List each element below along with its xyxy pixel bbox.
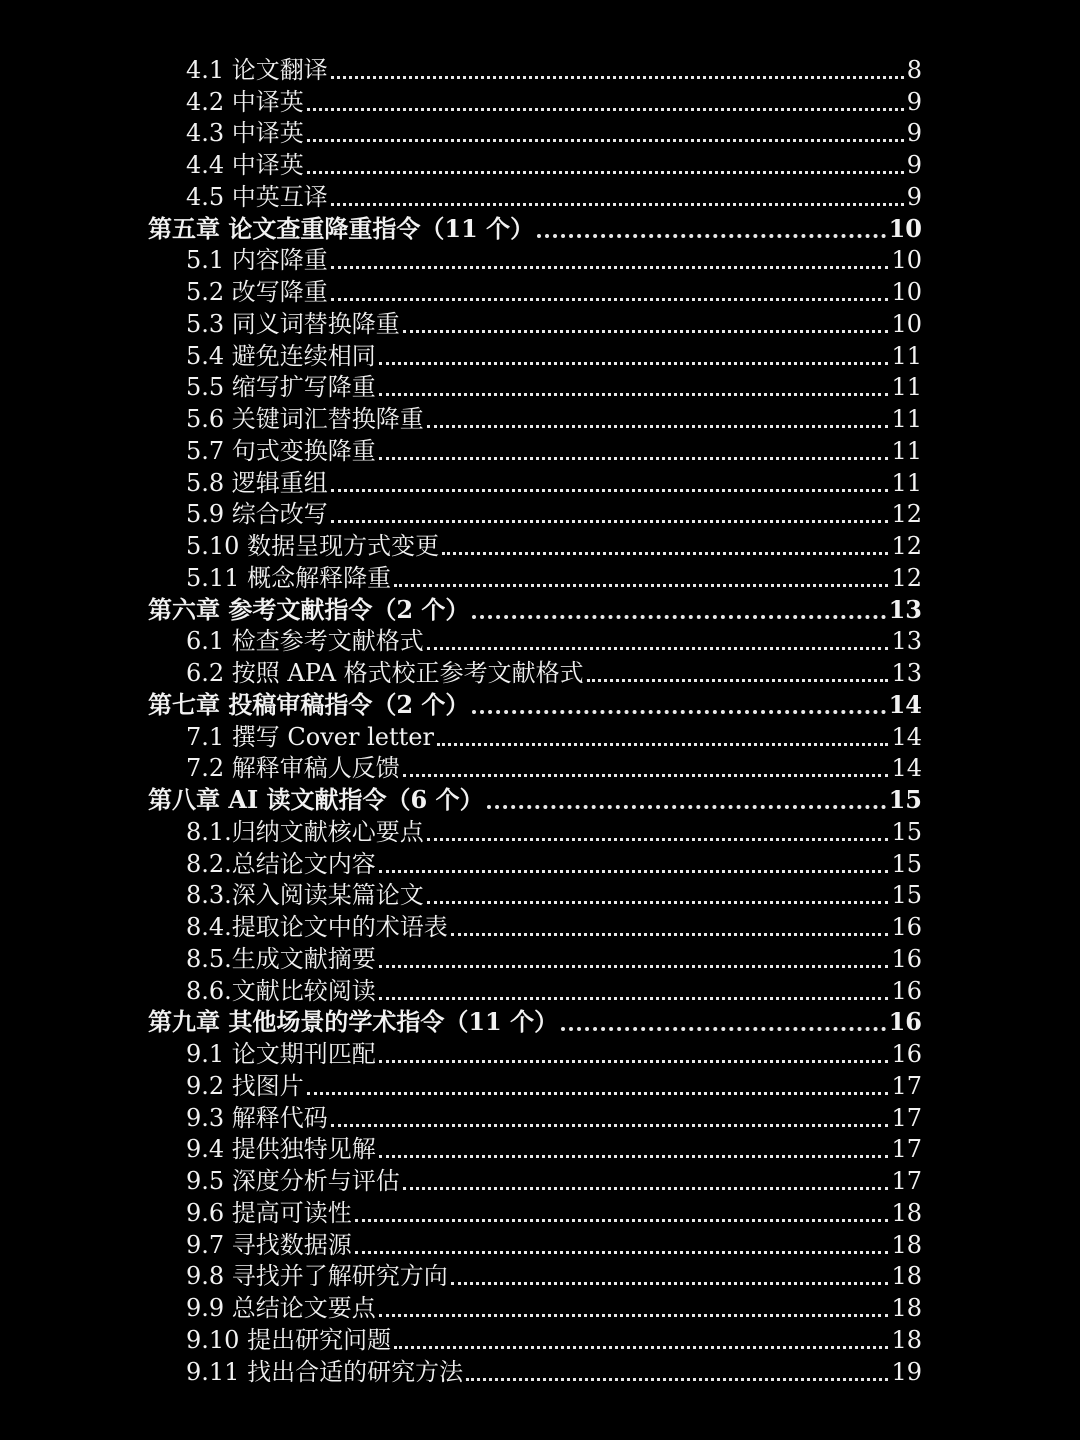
toc-entry-title: 8.2.总结论文内容 [186,849,376,878]
toc-page-number: 13 [888,594,922,624]
toc-page-number: 15 [891,849,922,878]
toc-page-number: 9 [906,119,922,148]
toc-page-number: 19 [891,1357,922,1386]
toc-page-number: 15 [891,817,922,846]
dot-leader [307,1092,889,1095]
toc-entry-title: 6.2 按照 APA 格式校正参考文献格式 [186,659,584,687]
toc-chapter-entry [0,594,1080,626]
dot-leader [379,457,889,460]
toc-page-number: 17 [891,1135,922,1164]
dot-leader [379,393,889,396]
dot-leader [451,933,889,936]
toc-entry-title: 5.9 综合改写 [186,500,328,529]
toc-page-number: 17 [891,1167,922,1195]
toc-section-entry [0,1165,1080,1197]
toc-section-entry [0,1261,1080,1293]
toc-entry-title: 5.3 同义词替换降重 [186,309,400,338]
toc-section-entry [0,911,1080,943]
toc-section-entry [0,562,1080,594]
toc-section-entry [0,816,1080,848]
toc-section-entry [0,149,1080,181]
toc-page-number: 10 [888,213,922,243]
toc-page-number: 17 [891,1103,922,1132]
dot-leader [355,1219,889,1222]
toc-entry-title: 8.1.归纳文献核心要点 [186,817,424,846]
toc-section-entry [0,1070,1080,1102]
toc-entry-title: 9.7 寻找数据源 [186,1230,352,1259]
dot-leader [379,870,889,873]
toc-entry-title: 9.6 提高可读性 [186,1198,352,1227]
dot-leader [487,805,886,809]
dot-leader [331,489,889,492]
toc-section-entry [0,245,1080,277]
toc-entry-title: 第七章 投稿审稿指令（2 个） [148,689,470,719]
dot-leader [307,171,904,174]
dot-leader [561,1027,885,1031]
dot-leader [472,615,885,619]
toc-entry-title: 4.5 中英互译 [186,182,328,211]
toc-entry-title: 5.2 改写降重 [186,278,328,306]
toc-section-entry [0,1356,1080,1388]
dot-leader [427,838,889,841]
toc-page-number: 11 [891,468,922,497]
toc-page-number: 18 [891,1198,922,1227]
toc-section-entry [0,1229,1080,1261]
toc-page-number: 14 [891,722,922,751]
toc-page-number: 10 [891,278,922,306]
toc-page-number: 13 [891,659,922,687]
dot-leader [331,203,904,206]
dot-leader [307,108,904,111]
toc-entry-title: 9.2 找图片 [186,1071,304,1100]
toc-page-number: 10 [891,309,922,338]
toc-section-entry [0,403,1080,435]
toc-entry-title: 4.2 中译英 [186,87,304,116]
toc-page-number: 11 [891,405,922,433]
dot-leader [331,266,889,269]
toc-section-entry [0,181,1080,213]
toc-page-number: 14 [888,689,922,719]
toc-page-number: 9 [906,182,922,211]
toc-page-number: 16 [891,913,922,941]
toc-page-number: 11 [891,373,922,402]
toc-section-entry [0,975,1080,1007]
toc-entry-title: 第五章 论文查重降重指令（11 个） [148,213,535,243]
dot-leader [427,901,889,904]
dot-leader [379,1314,889,1317]
toc-section-entry [0,467,1080,499]
toc-page-number: 11 [891,341,922,370]
toc-entry-title: 4.4 中译英 [186,151,304,179]
toc-section-entry [0,753,1080,785]
toc-section-entry [0,1134,1080,1166]
toc-entry-title: 5.6 关键词汇替换降重 [186,405,424,433]
toc-section-entry [0,943,1080,975]
toc-section-entry [0,435,1080,467]
toc-page-number: 14 [891,754,922,783]
toc-page-number: 9 [906,151,922,179]
dot-leader [451,1282,889,1285]
dot-leader [587,679,889,682]
toc-page-number: 11 [891,436,922,465]
toc-page-number: 10 [891,246,922,275]
dot-leader [427,425,889,428]
toc-entry-title: 5.1 内容降重 [186,246,328,275]
toc-section-entry [0,118,1080,150]
toc-chapter-entry [0,784,1080,816]
toc-section-entry [0,276,1080,308]
toc-entry-title: 9.11 找出合适的研究方法 [186,1357,464,1386]
toc-entry-title: 7.1 撰写 Cover letter [186,722,434,751]
dot-leader [331,1124,889,1127]
toc-page-number: 12 [891,563,922,592]
dot-leader [355,1251,889,1254]
toc-page-number: 15 [891,881,922,910]
toc-entry-title: 9.3 解释代码 [186,1103,328,1132]
toc-entry-title: 8.5.生成文献摘要 [186,944,376,973]
toc-entry-title: 5.5 缩写扩写降重 [186,373,376,402]
toc-entry-title: 9.8 寻找并了解研究方向 [186,1262,448,1291]
toc-section-entry [0,372,1080,404]
toc-section-entry [0,308,1080,340]
dot-leader [403,1187,889,1190]
toc-page-number: 16 [891,1040,922,1068]
toc-entry-title: 9.1 论文期刊匹配 [186,1040,376,1068]
toc-section-entry [0,1102,1080,1134]
toc-entry-title: 9.5 深度分析与评估 [186,1167,400,1195]
toc-section-entry [0,657,1080,689]
toc-entry-title: 5.11 概念解释降重 [186,563,392,592]
toc-page-number: 12 [891,500,922,529]
dot-leader [537,234,885,238]
toc-chapter-entry [0,213,1080,245]
toc-page-number: 13 [891,627,922,656]
toc-page-number: 18 [891,1294,922,1322]
toc-entry-title: 5.4 避免连续相同 [186,341,376,370]
dot-leader [331,298,889,301]
toc-entry-title: 4.1 论文翻译 [186,55,328,84]
toc-entry-title: 8.6.文献比较阅读 [186,976,376,1005]
toc-section-entry [0,86,1080,118]
toc-page-number: 17 [891,1071,922,1100]
dot-leader [427,647,889,650]
dot-leader [307,139,904,142]
dot-leader [379,1155,889,1158]
toc-entry-title: 5.10 数据呈现方式变更 [186,532,440,560]
toc-entry-title: 第八章 AI 读文献指令（6 个） [148,785,484,814]
toc-entry-title: 9.10 提出研究问题 [186,1325,392,1354]
toc-entry-title: 8.4.提取论文中的术语表 [186,913,448,941]
dot-leader [394,1346,888,1349]
table-of-contents [0,54,1080,1388]
toc-entry-title: 第九章 其他场景的学术指令（11 个） [148,1007,559,1037]
dot-leader [466,1378,888,1381]
toc-section-entry [0,626,1080,658]
toc-page-number: 18 [891,1325,922,1354]
dot-leader [379,1060,889,1063]
toc-section-entry [0,1324,1080,1356]
toc-page-number: 8 [906,55,922,84]
toc-section-entry [0,1197,1080,1229]
toc-section-entry [0,340,1080,372]
toc-section-entry [0,1292,1080,1324]
dot-leader [403,330,889,333]
toc-page-number: 12 [891,532,922,560]
toc-section-entry [0,1038,1080,1070]
dot-leader [403,774,889,777]
dot-leader [379,997,889,1000]
dot-leader [379,362,889,365]
toc-section-entry [0,54,1080,86]
toc-section-entry [0,530,1080,562]
dot-leader [394,584,888,587]
dot-leader [331,76,904,79]
toc-chapter-entry [0,689,1080,721]
toc-page-number: 16 [891,944,922,973]
toc-entry-title: 7.2 解释审稿人反馈 [186,754,400,783]
toc-entry-title: 5.8 逻辑重组 [186,468,328,497]
dot-leader [331,520,889,523]
toc-page-number: 9 [906,87,922,116]
dot-leader [442,552,888,555]
toc-page-number: 15 [888,785,922,814]
toc-page-number: 18 [891,1262,922,1291]
toc-section-entry [0,880,1080,912]
toc-entry-title: 9.9 总结论文要点 [186,1294,376,1322]
dot-leader [437,743,889,746]
toc-entry-title: 9.4 提供独特见解 [186,1135,376,1164]
toc-entry-title: 8.3.深入阅读某篇论文 [186,881,424,910]
toc-entry-title: 5.7 句式变换降重 [186,436,376,465]
toc-section-entry [0,499,1080,531]
toc-page-number: 16 [891,976,922,1005]
toc-chapter-entry [0,1007,1080,1039]
toc-section-entry [0,721,1080,753]
dot-leader [379,965,889,968]
toc-page-number: 18 [891,1230,922,1259]
toc-entry-title: 4.3 中译英 [186,119,304,148]
dot-leader [472,710,885,714]
toc-page-number: 16 [888,1007,922,1037]
toc-section-entry [0,848,1080,880]
toc-entry-title: 6.1 检查参考文献格式 [186,627,424,656]
toc-entry-title: 第六章 参考文献指令（2 个） [148,594,470,624]
